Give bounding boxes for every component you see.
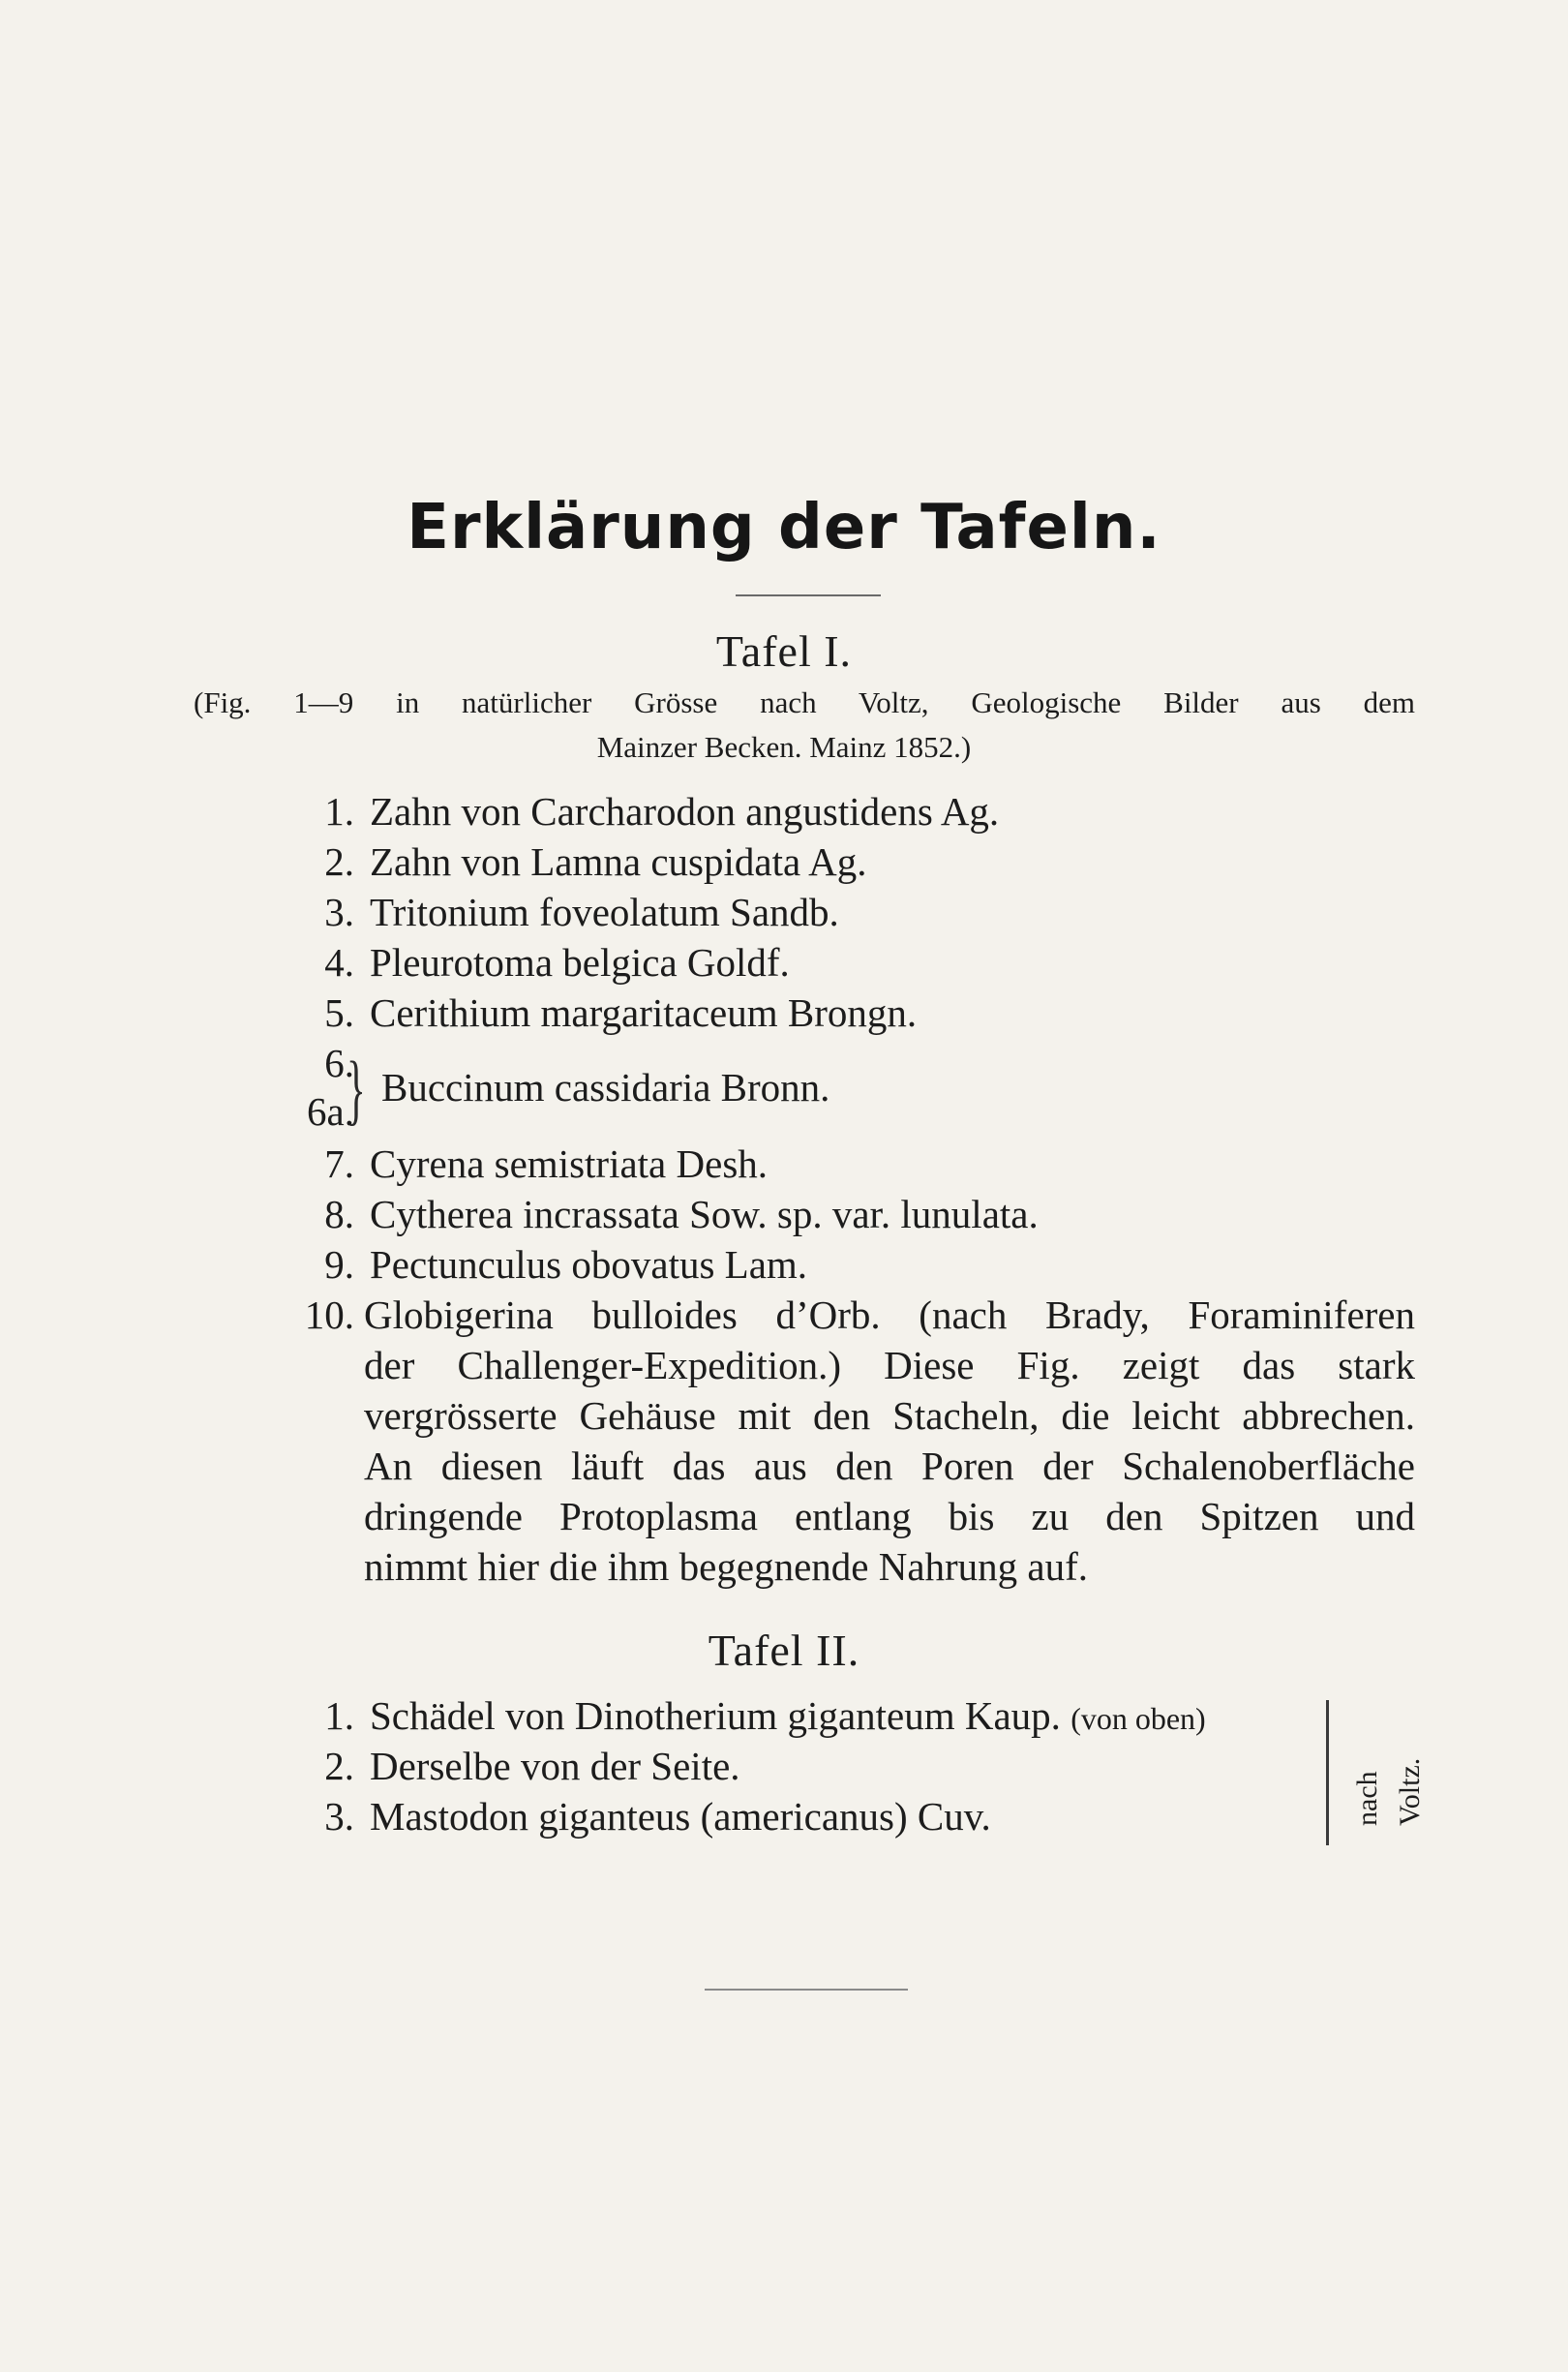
paragraph-line: der Challenger-Expedition.) Diese Fig. zeigt das stark — [364, 1343, 1415, 1387]
tafel1-item-10-text — [364, 1290, 1415, 1592]
item-text: Cytherea incrassata Sow. sp. var. lunulata. — [370, 1192, 1039, 1236]
tafel1-note-line2: Mainzer Becken. Mainz 1852.) — [596, 730, 972, 764]
item-number: 2. — [324, 839, 354, 884]
item-text — [370, 1690, 1206, 1744]
item-text: Derselbe von der Seite. — [370, 1744, 740, 1788]
tafel1-note-line1: (Fig. 1—9 in natürlicher Grösse nach Voltz, Geologische Bilder aus dem — [194, 685, 1415, 719]
item-text: Cerithium margaritaceum Brongn. — [370, 990, 918, 1035]
item-number: 4. — [324, 940, 354, 985]
paragraph-line: nimmt hier die ihm begegnende Nahrung auf. — [364, 1544, 1089, 1589]
item-number: 3. — [324, 890, 354, 934]
item-text: Pectunculus obovatus Lam. — [370, 1242, 808, 1287]
item-number: 3. — [324, 1794, 354, 1839]
item-label: Schädel von Dinotherium giganteum Kaup. — [370, 1693, 1061, 1738]
tafel1-heading: Tafel I. — [715, 626, 853, 676]
item-number: 9. — [324, 1242, 354, 1287]
item-text: Cyrena semistriata Desh. — [370, 1141, 769, 1186]
grouping-brace: } — [347, 1045, 366, 1133]
item-number: 1. — [324, 789, 354, 834]
side-note-nach: nach — [1351, 1771, 1383, 1826]
side-note-voltz: Voltz. — [1394, 1757, 1426, 1826]
item-number: 2. — [324, 1744, 354, 1788]
paragraph-line: vergrösserte Gehäuse mit den Stacheln, die leicht abbrechen. — [364, 1393, 1415, 1438]
item-number: 7. — [324, 1141, 354, 1186]
item-text: Mastodon giganteus (americanus) Cuv. — [370, 1794, 991, 1839]
item-number: 6a. — [307, 1089, 354, 1134]
tafel2-heading: Tafel II. — [708, 1626, 860, 1675]
side-bracket — [1326, 1700, 1329, 1845]
view-note: (von oben) — [1070, 1701, 1206, 1736]
tafel1-item-6-text: Buccinum cassidaria Bronn. — [381, 1065, 830, 1110]
item-number: 5. — [324, 990, 354, 1035]
item-text: Pleurotoma belgica Goldf. — [370, 940, 790, 985]
paragraph-line: dringende Protoplasma entlang bis zu den Spitzen und — [364, 1494, 1415, 1538]
end-rule — [705, 1989, 908, 1991]
page-title: Erklärung der Tafeln. — [407, 492, 1161, 563]
item-number: 8. — [324, 1192, 354, 1236]
title-rule — [736, 594, 881, 596]
paragraph-line: Globigerina bulloides d’Orb. (nach Brady, Foraminiferen — [364, 1292, 1415, 1337]
item-text: Zahn von Carcharodon angustidens Ag. — [370, 789, 1000, 834]
item-number: 6. — [324, 1041, 354, 1085]
item-text: Zahn von Lamna cuspidata Ag. — [370, 839, 867, 884]
item-text: Tritonium foveolatum Sandb. — [370, 890, 839, 934]
item-number: 10. — [304, 1292, 354, 1337]
item-number: 1. — [324, 1693, 354, 1738]
paragraph-line: An diesen läuft das aus den Poren der Schalenoberfläche — [364, 1444, 1415, 1488]
